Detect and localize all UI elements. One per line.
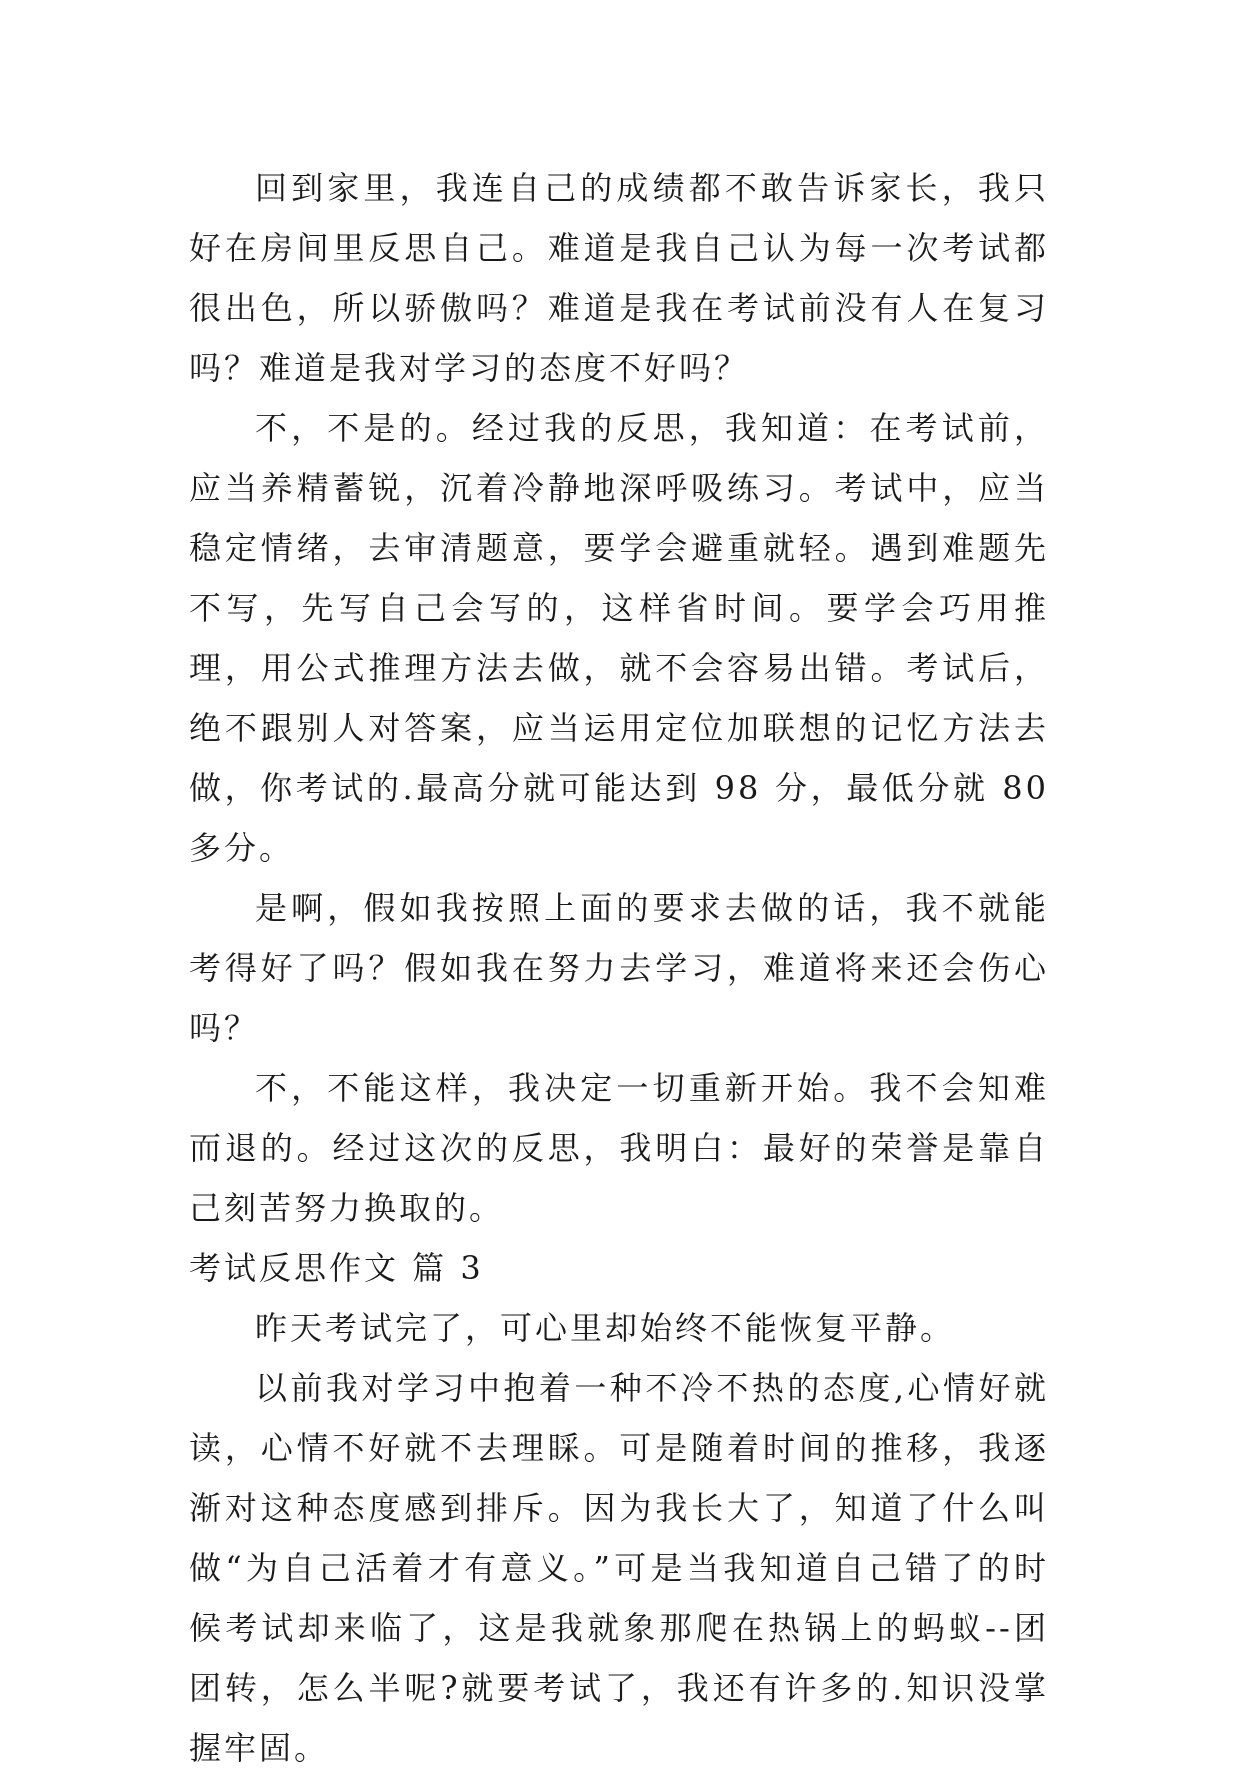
paragraph-3: 是啊，假如我按照上面的要求去做的话，我不就能考得好了吗？假如我在努力去学习，难道将来还会伤心吗？: [189, 889, 1049, 1047]
document-body: [189, 158, 1049, 1778]
paragraph-6: 以前我对学习中抱着一种不冷不热的态度,心情好就读，心情不好就不去理睬。可是随着时间的推移，我逐渐对这种态度感到排斥。因为我长大了，知道了什么叫做“为自己活着才有意义。”可是当我知道自己错了的时候考试却来临了，这是我就象那爬在热锅上的蚂蚁--团团转，怎么半呢?就要考试了，我还有许多的.知识没掌握牢固。: [189, 1369, 1049, 1767]
paragraph-5: 昨天考试完了，可心里却始终不能恢复平静。: [255, 1309, 956, 1347]
section-heading: 考试反思作文 篇 3: [189, 1249, 484, 1287]
paragraph-2: 不，不是的。经过我的反思，我知道：在考试前，应当养精蓄锐，沉着冷静地深呼吸练习。考试中，应当稳定情绪，去审清题意，要学会避重就轻。遇到难题先不写，先写自己会写的，这样省时间。要学会巧用推理，用公式推理方法去做，就不会容易出错。考试后，绝不跟别人对答案，应当运用定位加联想的记忆方法去做，你考试的.最高分就可能达到 98 分，最低分就 80 多分。: [189, 409, 1049, 867]
paragraph-1: 回到家里，我连自己的成绩都不敢告诉家长，我只好在房间里反思自己。难道是我自己认为每一次考试都很出色，所以骄傲吗？难道是我在考试前没有人在复习吗？难道是我对学习的态度不好吗？: [189, 169, 1049, 387]
paragraph-4: 不，不能这样，我决定一切重新开始。我不会知难而退的。经过这次的反思，我明白：最好的荣誉是靠自己刻苦努力换取的。: [189, 1069, 1049, 1227]
